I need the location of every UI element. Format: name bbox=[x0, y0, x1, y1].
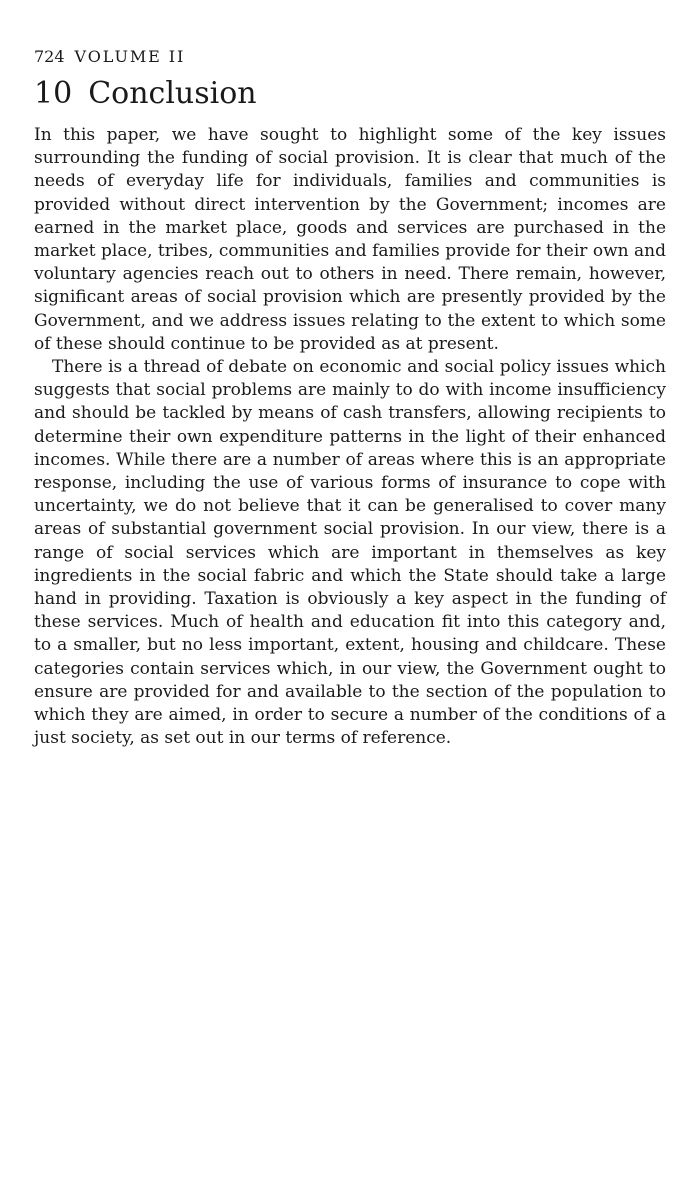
document-page bbox=[34, 46, 666, 750]
section-heading bbox=[34, 74, 666, 114]
running-head bbox=[34, 46, 666, 68]
page-number: 724 bbox=[34, 47, 65, 66]
volume-label: VOLUME II bbox=[74, 47, 186, 66]
body-paragraph-1: In this paper, we have sought to highlight some of the key issues surrounding the funding of social provision. It is clear that much of the needs of everyday life for individuals, families and communities is provided without direct intervention by the Government; incomes are earned in the market place, goods and services are purchased in the market place, tribes, communities and families provide for their own and voluntary agencies reach out to others in need. There remain, however, significant areas of social provision which are presently provided by the Government, and we address issues relating to the extent to which some of these should continue to be provided as at present. bbox=[34, 125, 666, 354]
section-title: Conclusion bbox=[88, 76, 257, 111]
body-paragraph-2: There is a thread of debate on economic and social policy issues which suggests that social problems are mainly to do with income insufficiency and should be tackled by means of cash transfers, allowing recipients to determine their own expenditure patterns in the light of their enhanced incomes. While there are a number of areas where this is an appropriate response, including the use of various forms of insurance to cope with uncertainty, we do not believe that it can be generalised to cover many areas of substantial government social provision. In our view, there is a range of social services which are important in themselves as key ingredients in the social fabric and which the State should take a large hand in providing. Taxation is obviously a key aspect in the funding of these services. Much of health and education fit into this category and, to a smaller, but no less important, extent, housing and childcare. These categories contain services which, in our view, the Government ought to ensure are provided for and available to the section of the population to which they are aimed, in order to secure a number of the conditions of a just society, as set out in our terms of reference. bbox=[34, 357, 666, 749]
section-number: 10 bbox=[34, 76, 73, 111]
